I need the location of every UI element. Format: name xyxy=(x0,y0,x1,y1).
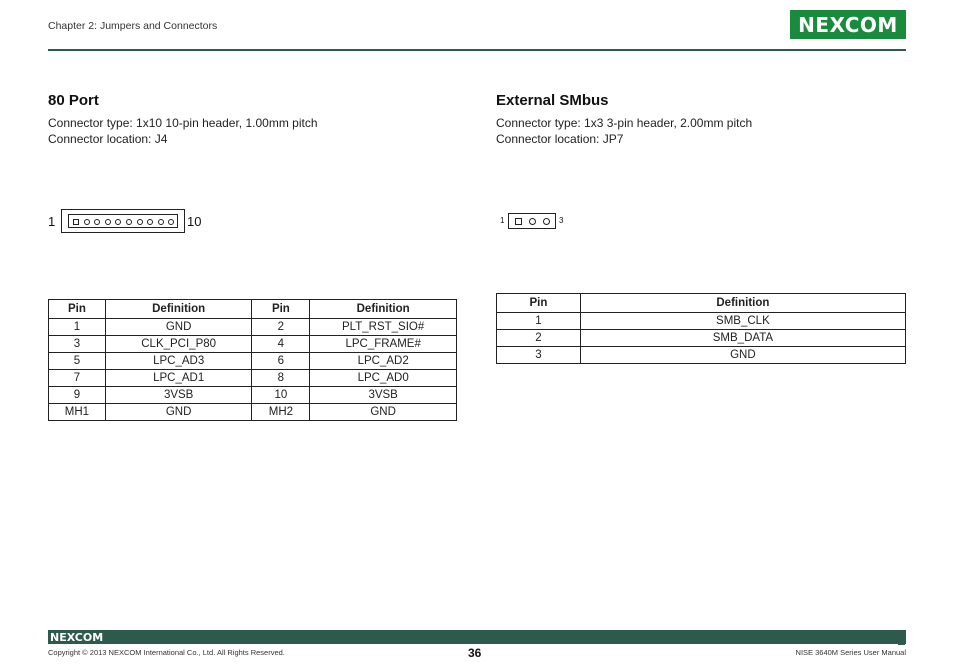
pin-label-first-smbus: 1 xyxy=(500,216,505,225)
table-cell: 2 xyxy=(497,330,581,347)
nexcom-logo: NEXCOM xyxy=(790,10,906,39)
table-cell: 3VSB xyxy=(105,387,252,404)
connector-diagram-jp7 xyxy=(508,213,556,229)
connector-type-80-port: Connector type: 1x10 10-pin header, 1.00mm pitch xyxy=(48,116,318,130)
table-cell: 3VSB xyxy=(310,387,457,404)
table-row xyxy=(49,353,457,370)
table-cell: LPC_AD0 xyxy=(310,370,457,387)
table-cell: PLT_RST_SIO# xyxy=(310,319,457,336)
table-cell: 3 xyxy=(49,336,106,353)
table-cell: SMB_CLK xyxy=(580,313,905,330)
table-row xyxy=(49,336,457,353)
pin-table-80-port xyxy=(48,299,457,421)
table-row xyxy=(497,313,906,330)
chapter-title: Chapter 2: Jumpers and Connectors xyxy=(48,20,218,32)
table-row xyxy=(497,330,906,347)
pin-round xyxy=(94,219,100,225)
pin-round xyxy=(529,218,536,225)
table-row xyxy=(49,387,457,404)
section-title-80-port: 80 Port xyxy=(48,92,99,109)
pin-round xyxy=(543,218,550,225)
table-cell: 3 xyxy=(497,347,581,364)
table-cell: 7 xyxy=(49,370,106,387)
table-cell: 2 xyxy=(252,319,310,336)
table-cell: LPC_AD2 xyxy=(310,353,457,370)
connector-location-smbus: Connector location: JP7 xyxy=(496,132,624,146)
table-cell: LPC_AD1 xyxy=(105,370,252,387)
table-cell: LPC_AD3 xyxy=(105,353,252,370)
table-cell: GND xyxy=(310,404,457,421)
table-row xyxy=(49,404,457,421)
port80-header-0: Pin xyxy=(49,300,106,319)
footer-bar xyxy=(48,630,906,644)
table-cell: GND xyxy=(105,319,252,336)
page-number: 36 xyxy=(468,646,482,660)
pin-round xyxy=(84,219,90,225)
port80-header-2: Pin xyxy=(252,300,310,319)
table-cell: 1 xyxy=(497,313,581,330)
pin-square xyxy=(515,218,522,225)
pin-square xyxy=(73,219,79,225)
pin-round xyxy=(115,219,121,225)
manual-title: NISE 3640M Series User Manual xyxy=(795,648,906,657)
pin-round xyxy=(168,219,174,225)
connector-location-80-port: Connector location: J4 xyxy=(48,132,168,146)
pin-round xyxy=(147,219,153,225)
table-row xyxy=(497,347,906,364)
pin-round xyxy=(126,219,132,225)
header-rule xyxy=(48,49,906,51)
smbus-header-1: Definition xyxy=(580,294,905,313)
table-cell: MH2 xyxy=(252,404,310,421)
table-cell: CLK_PCI_P80 xyxy=(105,336,252,353)
footer-logo: NEXCOM xyxy=(50,631,104,644)
pin-round xyxy=(158,219,164,225)
pin-label-last-smbus: 3 xyxy=(559,216,564,225)
port80-header-3: Definition xyxy=(310,300,457,319)
pin-label-last: 10 xyxy=(187,214,202,229)
port80-header-1: Definition xyxy=(105,300,252,319)
pin-round xyxy=(105,219,111,225)
table-cell: SMB_DATA xyxy=(580,330,905,347)
pin-table-smbus xyxy=(496,293,906,364)
table-cell: GND xyxy=(105,404,252,421)
table-cell: 8 xyxy=(252,370,310,387)
table-cell: 5 xyxy=(49,353,106,370)
connector-diagram-j4 xyxy=(61,209,185,233)
pin-label-first: 1 xyxy=(48,214,56,229)
pin-round xyxy=(137,219,143,225)
table-cell: 10 xyxy=(252,387,310,404)
table-cell: 1 xyxy=(49,319,106,336)
table-row xyxy=(49,370,457,387)
smbus-header-0: Pin xyxy=(497,294,581,313)
table-row xyxy=(49,319,457,336)
table-cell: MH1 xyxy=(49,404,106,421)
copyright: Copyright © 2013 NEXCOM International Co., Ltd. All Rights Reserved. xyxy=(48,648,285,657)
connector-type-smbus: Connector type: 1x3 3-pin header, 2.00mm pitch xyxy=(496,116,753,130)
section-title-external-smbus: External SMbus xyxy=(496,92,609,109)
table-cell: 9 xyxy=(49,387,106,404)
table-cell: GND xyxy=(580,347,905,364)
table-cell: LPC_FRAME# xyxy=(310,336,457,353)
table-cell: 4 xyxy=(252,336,310,353)
table-cell: 6 xyxy=(252,353,310,370)
